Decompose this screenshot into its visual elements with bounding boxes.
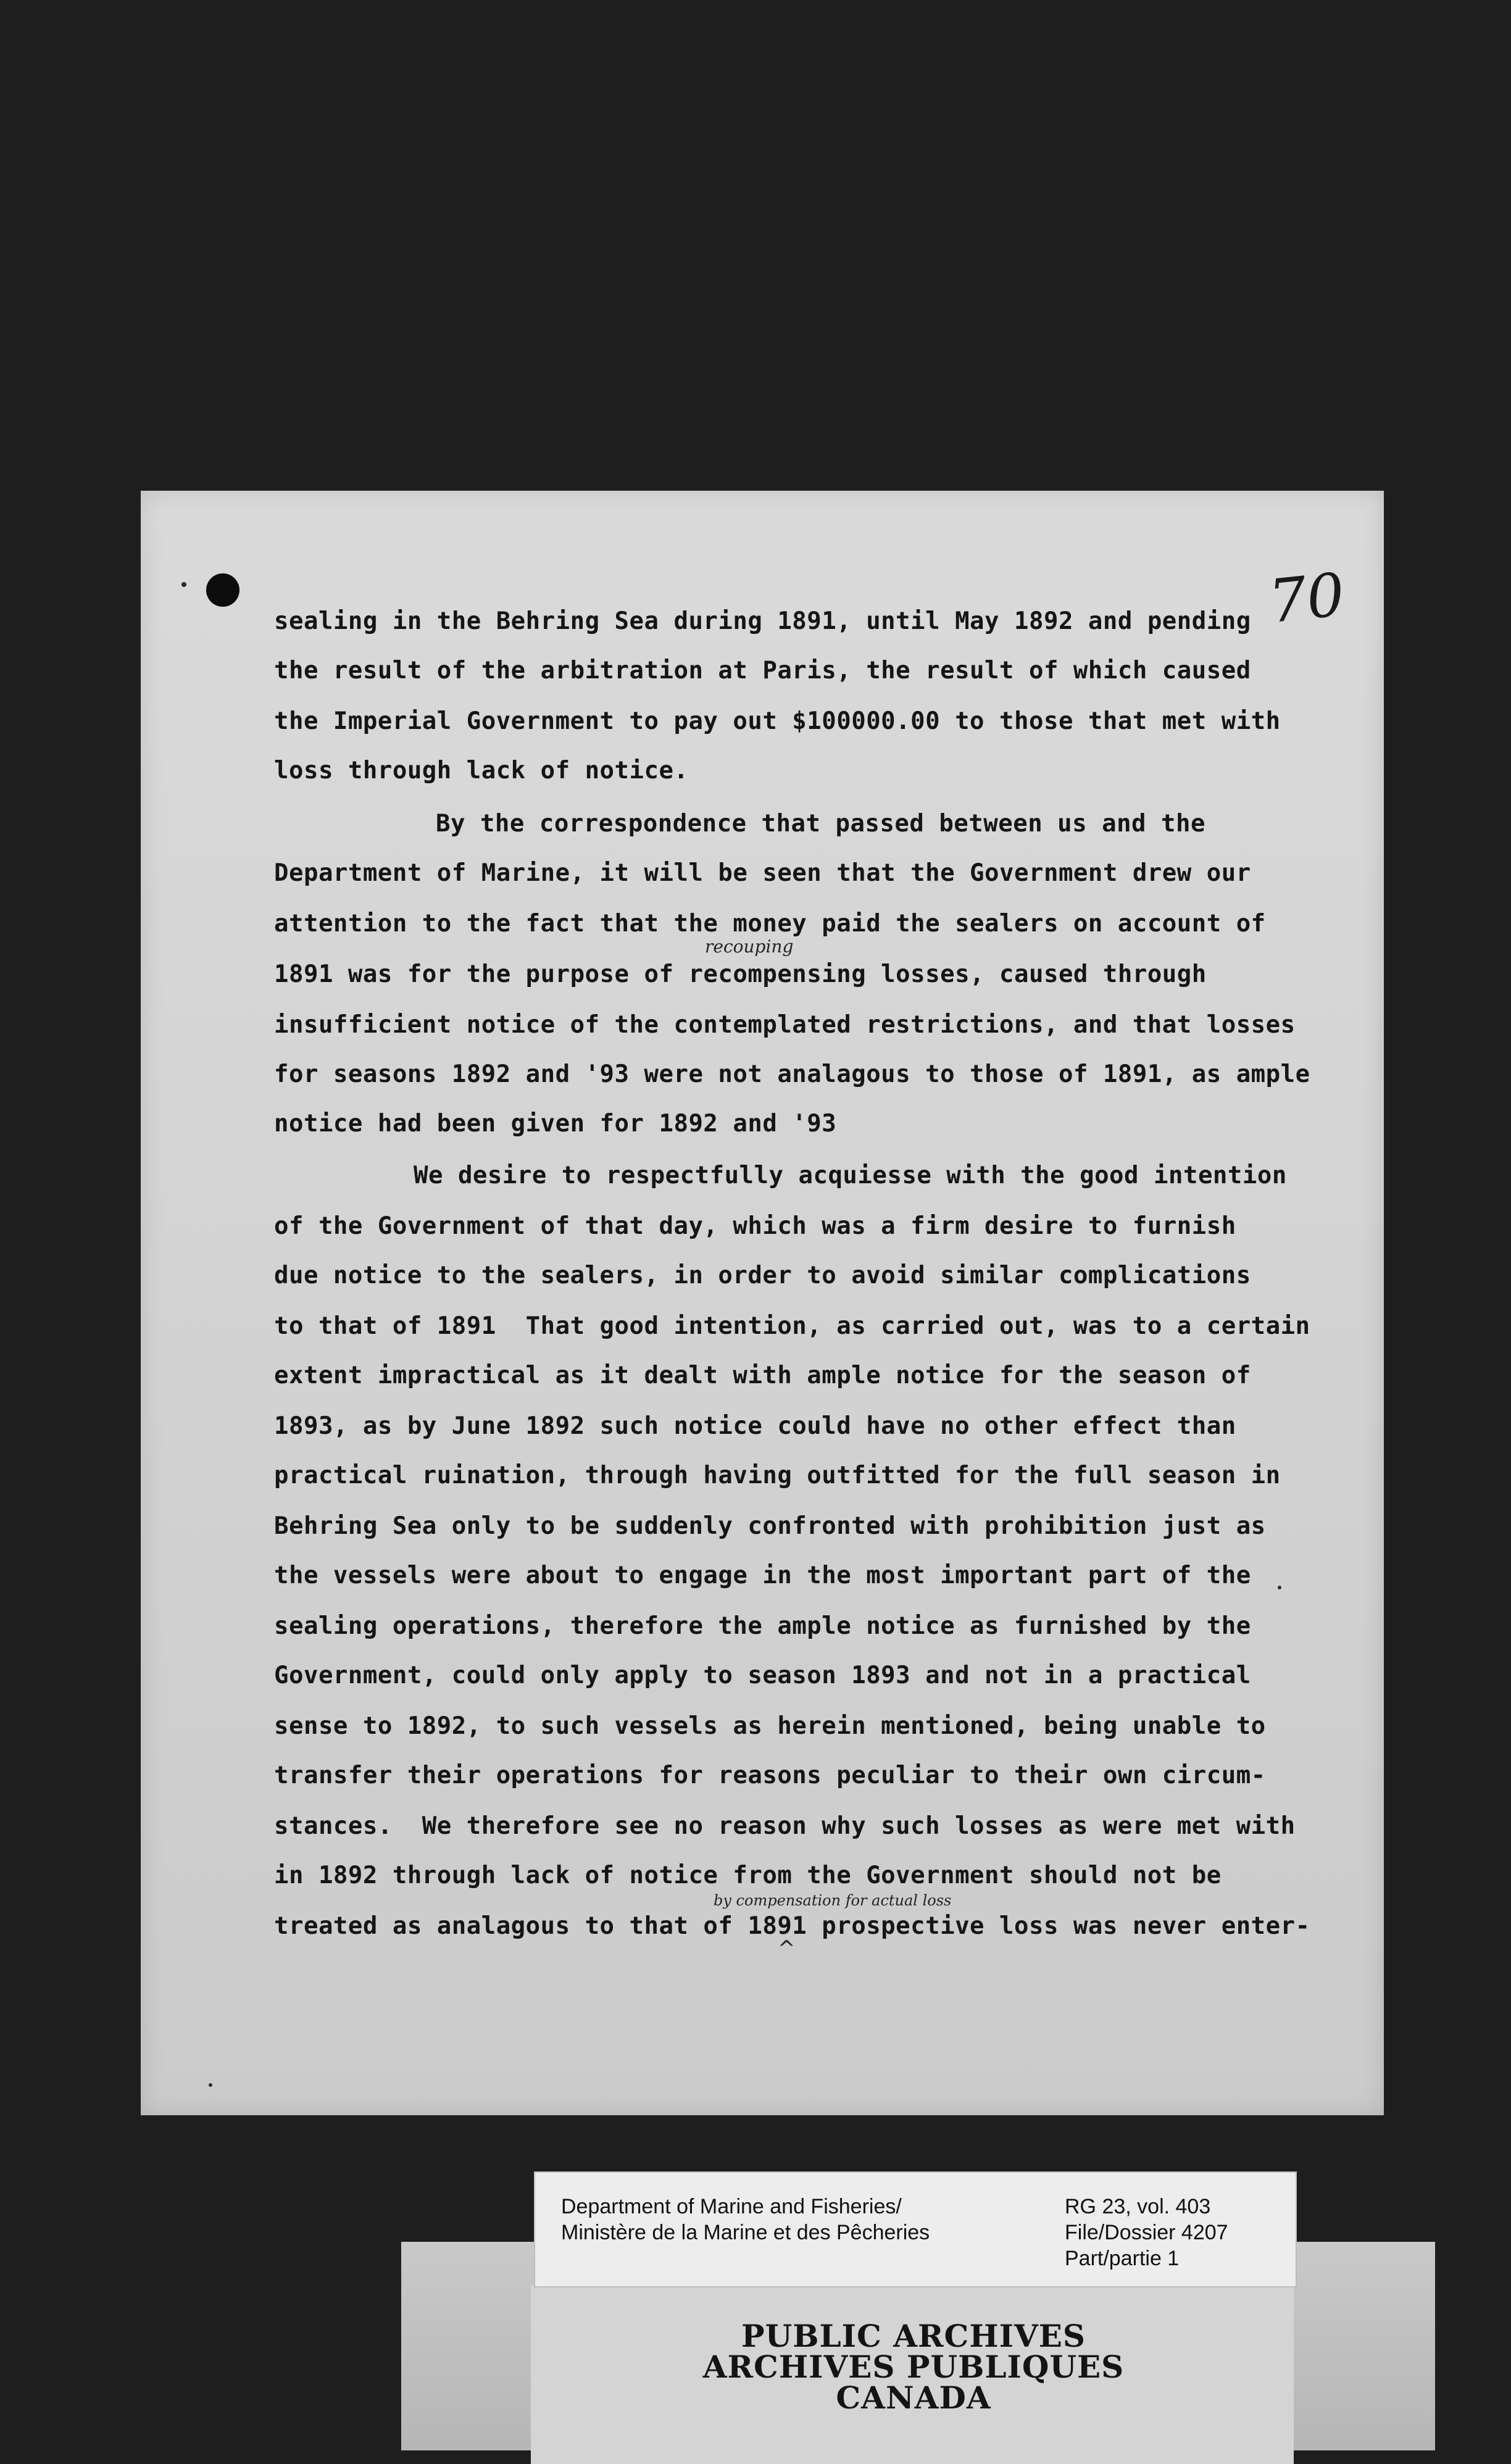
text-line: loss through lack of notice. bbox=[274, 757, 689, 785]
department-name-fr: Ministère de la Marine et des Pêcheries bbox=[561, 2221, 930, 2244]
archives-stamp-line: CANADA bbox=[836, 2379, 991, 2416]
text-line: sealing in the Behring Sea during 1891, until May 1892 and pending bbox=[274, 607, 1251, 635]
punch-hole bbox=[206, 573, 239, 607]
text-line: Government, could only apply to season 1893 and not in a practical bbox=[274, 1662, 1251, 1689]
text-line: notice had been given for 1892 and '93 bbox=[274, 1110, 837, 1138]
text-line: sealing operations, therefore the ample notice as furnished by the bbox=[274, 1612, 1251, 1640]
text-line: the vessels were about to engage in the most important part of the bbox=[274, 1562, 1251, 1589]
text-line: due notice to the sealers, in order to avoid similar complications bbox=[274, 1262, 1251, 1289]
speck bbox=[181, 582, 186, 587]
archives-stamp-line: PUBLIC ARCHIVES bbox=[741, 2318, 1086, 2354]
caret-mark: ^ bbox=[778, 1936, 796, 1961]
text-line: By the correspondence that passed between us and the bbox=[436, 810, 1205, 838]
text-line: the result of the arbitration at Paris, the result of which caused bbox=[274, 657, 1251, 685]
text-line: 1893, as by June 1892 such notice could have no other effect than bbox=[274, 1412, 1236, 1440]
text-line: of the Government of that day, which was a firm desire to furnish bbox=[274, 1212, 1236, 1240]
text-line: extent impractical as it dealt with ample notice for the season of bbox=[274, 1362, 1251, 1389]
archive-label bbox=[534, 2171, 1297, 2287]
text-line: 1891 was for the purpose of recompensing losses, caused through bbox=[274, 960, 1207, 988]
text-line: treated as analagous to that of 1891 prospective loss was never enter- bbox=[274, 1912, 1310, 1940]
text-line: in 1892 through lack of notice from the Government should not be bbox=[274, 1862, 1222, 1889]
text-line: the Imperial Government to pay out $100000.00 to those that met with bbox=[274, 707, 1281, 735]
department-name-en: Department of Marine and Fisheries/ bbox=[561, 2195, 902, 2218]
document-page bbox=[141, 491, 1384, 2115]
handwritten-insertion: by compensation for actual loss bbox=[714, 1892, 952, 1909]
text-line: stances. We therefore see no reason why such losses as were met with bbox=[274, 1812, 1296, 1840]
text-line: Behring Sea only to be suddenly confronted with prohibition just as bbox=[274, 1512, 1266, 1540]
handwritten-insertion: recouping bbox=[705, 936, 794, 957]
record-group: RG 23, vol. 403 bbox=[1065, 2195, 1211, 2218]
speck bbox=[1278, 1586, 1281, 1589]
speck bbox=[209, 2083, 212, 2087]
page-number: 70 bbox=[1265, 559, 1348, 637]
file-number: File/Dossier 4207 bbox=[1065, 2221, 1228, 2244]
text-line: to that of 1891 That good intention, as carried out, was to a certain bbox=[274, 1312, 1310, 1340]
text-line: sense to 1892, to such vessels as herein mentioned, being unable to bbox=[274, 1712, 1266, 1740]
text-line: Department of Marine, it will be seen that the Government drew our bbox=[274, 859, 1251, 887]
text-line: insufficient notice of the contemplated restrictions, and that losses bbox=[274, 1011, 1296, 1039]
text-line: transfer their operations for reasons peculiar to their own circum- bbox=[274, 1762, 1266, 1789]
text-line: attention to the fact that the money paid the sealers on account of bbox=[274, 910, 1266, 938]
part-number: Part/partie 1 bbox=[1065, 2247, 1180, 2270]
text-line: We desire to respectfully acquiesse with the good intention bbox=[414, 1162, 1287, 1189]
archives-stamp-line: ARCHIVES PUBLIQUES bbox=[702, 2349, 1125, 2385]
text-line: for seasons 1892 and '93 were not analagous to those of 1891, as ample bbox=[274, 1060, 1310, 1088]
text-line: practical ruination, through having outfitted for the full season in bbox=[274, 1462, 1281, 1489]
